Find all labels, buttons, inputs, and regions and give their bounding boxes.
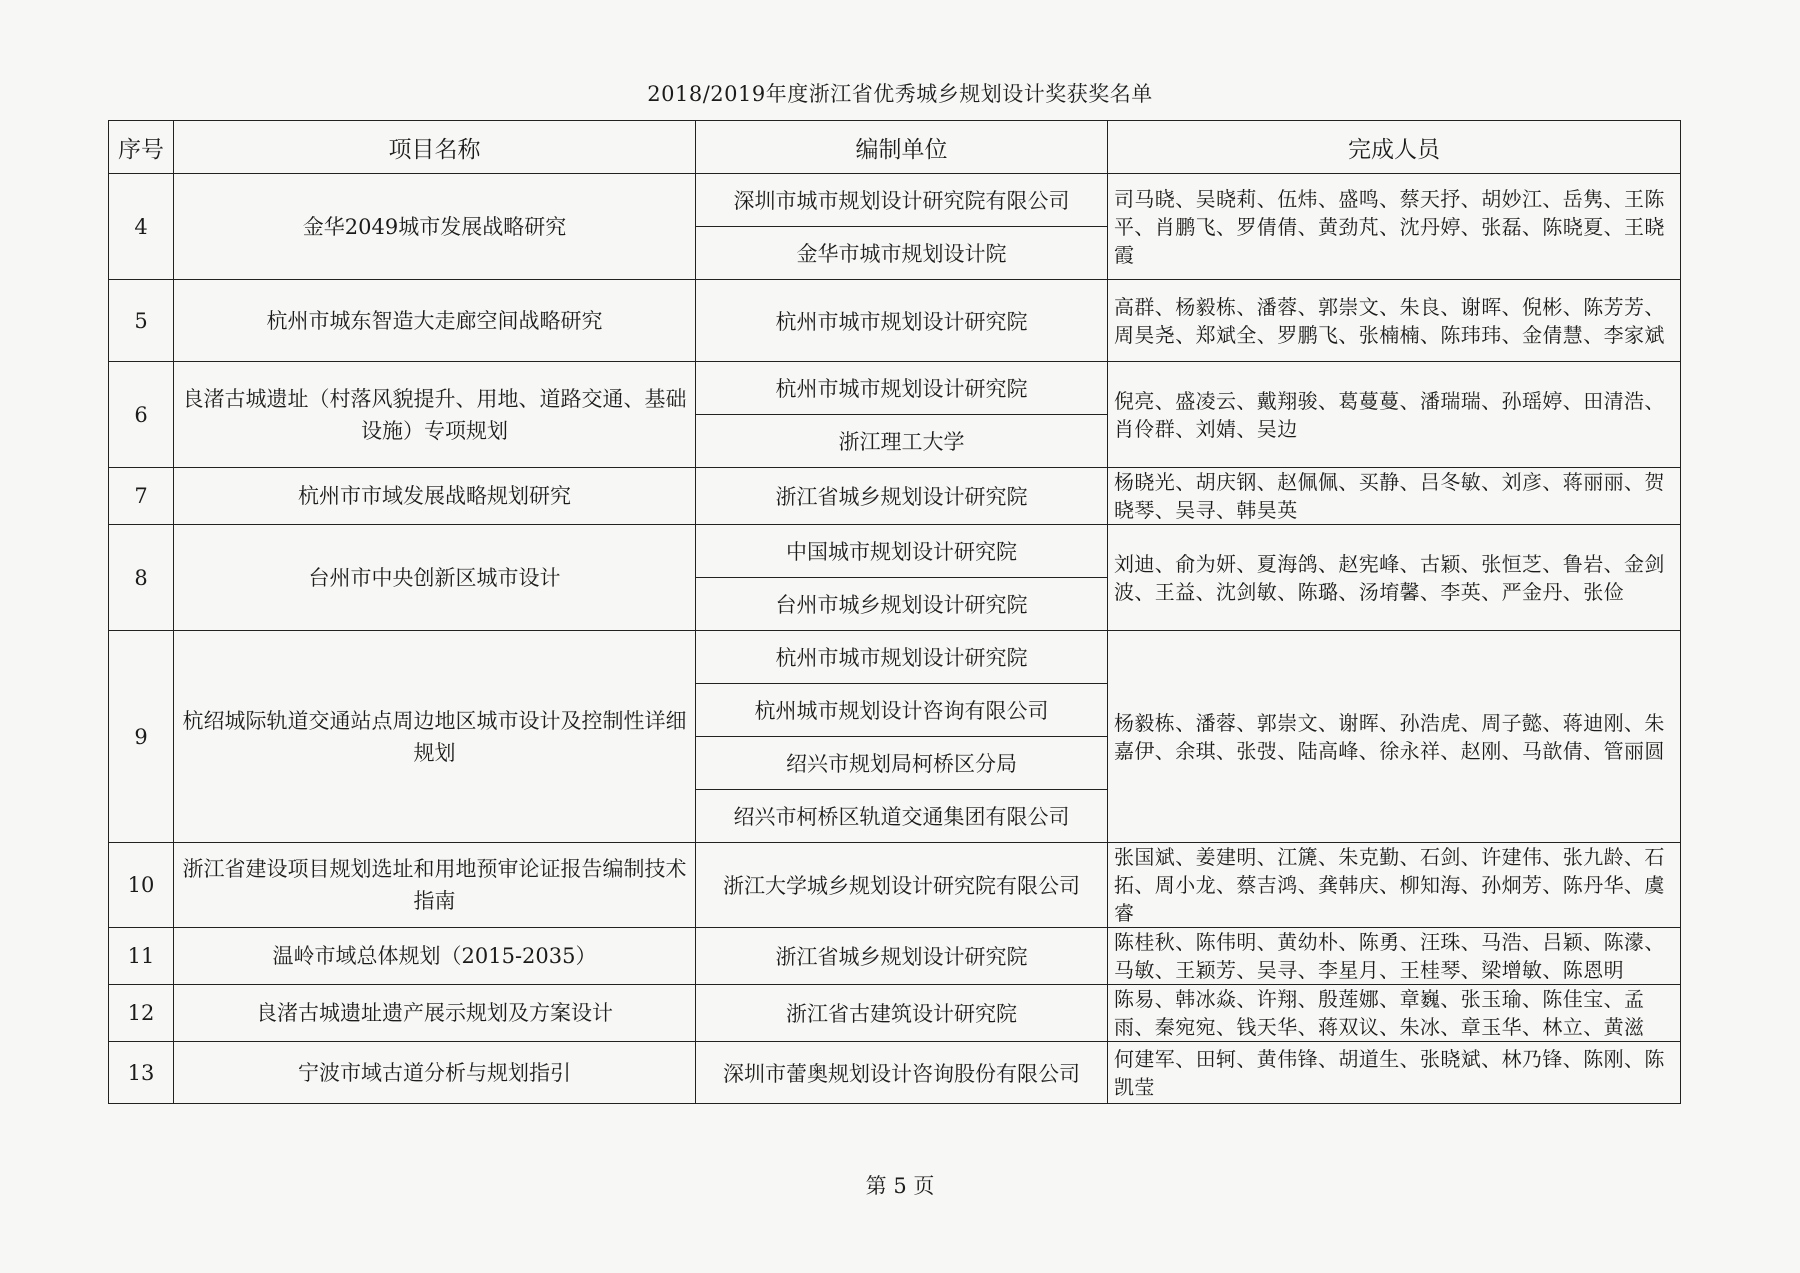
table-row [109,1042,1681,1104]
project-name: 杭州市市域发展战略规划研究 [174,468,696,525]
project-name: 金华2049城市发展战略研究 [174,174,696,280]
unit-name: 杭州市城市规划设计研究院 [696,631,1108,684]
project-name: 温岭市域总体规划（2015-2035） [174,928,696,985]
project-name: 杭绍城际轨道交通站点周边地区城市设计及控制性详细规划 [174,631,696,843]
table-header-row [109,121,1681,174]
row-number: 8 [109,525,174,631]
unit-name: 杭州市城市规划设计研究院 [696,280,1108,362]
project-name: 台州市中央创新区城市设计 [174,525,696,631]
unit-name: 台州市城乡规划设计研究院 [696,578,1108,631]
row-number: 9 [109,631,174,843]
column-header-unit: 编制单位 [696,121,1108,174]
table-row [109,468,1681,525]
row-number: 11 [109,928,174,985]
row-number: 10 [109,843,174,928]
people-list: 倪亮、盛凌云、戴翔骏、葛蔓蔓、潘瑞瑞、孙瑶婷、田清浩、肖伶群、刘婧、吴边 [1108,362,1681,468]
page-number: 第 5 页 [865,1174,935,1198]
table-row [109,362,1681,415]
row-number: 7 [109,468,174,525]
unit-name: 浙江省城乡规划设计研究院 [696,468,1108,525]
table-row [109,843,1681,928]
unit-name: 杭州市城市规划设计研究院 [696,362,1108,415]
people-list: 杨晓光、胡庆钢、赵佩佩、买静、吕冬敏、刘彦、蒋丽丽、贺晓琴、吴寻、韩昊英 [1108,468,1681,525]
column-header-project-name: 项目名称 [174,121,696,174]
unit-name: 绍兴市规划局柯桥区分局 [696,737,1108,790]
table-row [109,280,1681,362]
project-name: 良渚古城遗址（村落风貌提升、用地、道路交通、基础设施）专项规划 [174,362,696,468]
people-list: 司马晓、吴晓莉、伍炜、盛鸣、蔡天抒、胡妙江、岳隽、王陈平、肖鹏飞、罗倩倩、黄劲芃、沈丹婷、张磊、陈晓夏、王晓霞 [1108,174,1681,280]
row-number: 12 [109,985,174,1042]
column-header-no: 序号 [109,121,174,174]
people-list: 何建军、田轲、黄伟锋、胡道生、张晓斌、林乃锋、陈刚、陈凯莹 [1108,1042,1681,1104]
unit-name: 中国城市规划设计研究院 [696,525,1108,578]
project-name: 杭州市城东智造大走廊空间战略研究 [174,280,696,362]
people-list: 陈桂秋、陈伟明、黄幼朴、陈勇、汪珠、马浩、吕颖、陈濛、马敏、王颖芳、吴寻、李星月、王桂琴、梁增敏、陈恩明 [1108,928,1681,985]
people-list: 杨毅栋、潘蓉、郭崇文、谢晖、孙浩虎、周子懿、蒋迪刚、朱嘉伊、余琪、张弢、陆高峰、徐永祥、赵刚、马歆倩、管丽圆 [1108,631,1681,843]
unit-name: 浙江理工大学 [696,415,1108,468]
unit-name: 浙江省古建筑设计研究院 [696,985,1108,1042]
unit-name: 金华市城市规划设计院 [696,227,1108,280]
people-list: 陈易、韩冰焱、许翔、殷莲娜、章巍、张玉瑜、陈佳宝、孟雨、秦宛宛、钱天华、蒋双议、朱冰、章玉华、林立、黄滋 [1108,985,1681,1042]
unit-name: 浙江省城乡规划设计研究院 [696,928,1108,985]
table-row [109,174,1681,227]
unit-name: 杭州城市规划设计咨询有限公司 [696,684,1108,737]
people-list: 高群、杨毅栋、潘蓉、郭崇文、朱良、谢晖、倪彬、陈芳芳、周昊尧、郑斌全、罗鹏飞、张楠楠、陈玮玮、金倩慧、李家斌 [1108,280,1681,362]
document-title: 2018/2019年度浙江省优秀城乡规划设计奖获奖名单 [647,82,1153,106]
unit-name: 深圳市蕾奥规划设计咨询股份有限公司 [696,1042,1108,1104]
unit-name: 绍兴市柯桥区轨道交通集团有限公司 [696,790,1108,843]
row-number: 4 [109,174,174,280]
row-number: 5 [109,280,174,362]
row-number: 6 [109,362,174,468]
row-number: 13 [109,1042,174,1104]
people-list: 张国斌、姜建明、江篪、朱克勤、石剑、许建伟、张九龄、石拓、周小龙、蔡吉鸿、龚韩庆、柳知海、孙炯芳、陈丹华、虞睿 [1108,843,1681,928]
table-row [109,525,1681,578]
people-list: 刘迪、俞为妍、夏海鸽、赵宪峰、古颖、张恒芝、鲁岩、金剑波、王益、沈剑敏、陈璐、汤堉馨、李英、严金丹、张俭 [1108,525,1681,631]
project-name: 浙江省建设项目规划选址和用地预审论证报告编制技术指南 [174,843,696,928]
table-row [109,985,1681,1042]
table-row [109,928,1681,985]
column-header-people: 完成人员 [1108,121,1681,174]
project-name: 宁波市域古道分析与规划指引 [174,1042,696,1104]
table-row [109,631,1681,684]
unit-name: 深圳市城市规划设计研究院有限公司 [696,174,1108,227]
project-name: 良渚古城遗址遗产展示规划及方案设计 [174,985,696,1042]
unit-name: 浙江大学城乡规划设计研究院有限公司 [696,843,1108,928]
award-table [108,120,1681,1104]
